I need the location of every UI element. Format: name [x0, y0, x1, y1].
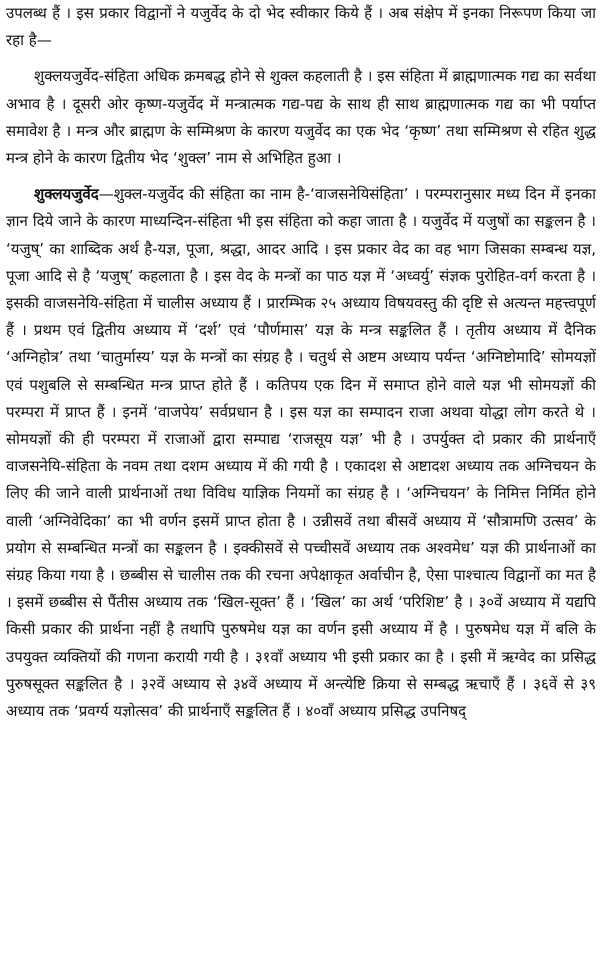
paragraph-2-text: शुक्लयजुर्वेद-संहिता अधिक क्रमबद्ध होने से शुक्ल कहलाती है । इस संहिता में ब्राह्मणात्मक गद्य का सर्वथा अभाव है । दूसरी ओर कृष्ण-यजुर्वेद में मन्त्रात्मक गद्य-पद्य के साथ ही साथ ब्राह्मणात्मक गद्य का भी पर्याप्त समावेश है । मन्त्र और ब्राह्मण के सम्मिश्रण के कारण यजुर्वेद का एक भेद ‘कृष्ण’ तथा सम्मिश्रण से रहित शुद्ध मन्त्र होने के कारण द्वितीय भेद ‘शुक्ल’ नाम से अभिहित हुआ । — [6, 67, 596, 168]
paragraph-3 — [6, 181, 596, 725]
paragraph-1 — [6, 0, 596, 54]
paragraph-2 — [6, 63, 596, 172]
paragraph-1-text: उपलब्ध हैं । इस प्रकार विद्वानों ने यजुर्वेद के दो भेद स्वीकार किये हैं । अब संक्षेप में इनका निरूपण किया जा रहा है— — [6, 4, 596, 50]
paragraph-3-text: —शुक्ल-यजुर्वेद की संहिता का नाम है-‘वाजसनेयिसंहिता’ । परम्परानुसार मध्य दिन में इनका ज्ञान दिये जाने के कारण माध्यन्दिन-संहिता भी इस संहिता को कहा जाता है । यजुर्वेद में यजुषों का सङ्कलन है । ‘यजुष्’ का शाब्दिक अर्थ है-यज्ञ, पूजा, श्रद्धा, आदर आदि । इस प्रकार वेद का वह भाग जिसका सम्बन्ध यज्ञ, पूजा आदि से है ‘यजुष्’ कहलाता है । इस वेद के मन्त्रों का पाठ यज्ञ में ‘अध्वर्यु’ संज्ञक पुरोहित-वर्ग करता है । इसकी वाजसनेयि-संहिता में चालीस अध्याय हैं । प्रारम्भिक २५ अध्याय विषयवस्तु की दृष्टि से अत्यन्त महत्त्वपूर्ण हैं । प्रथम एवं द्वितीय अध्याय में ‘दर्श’ एवं ‘पौर्णमास’ यज्ञ के मन्त्र सङ्कलित हैं । तृतीय अध्याय में दैनिक ‘अग्निहोत्र’ तथा ‘चातुर्मास्य’ यज्ञ के मन्त्रों का संग्रह है । चतुर्थ से अष्टम अध्याय पर्यन्त ‘अग्निष्टोमादि’ सोमयज्ञों एवं पशुबलि से सम्बन्धित मन्त्र प्राप्त होते हैं । कतिपय एक दिन में समाप्त होने वाले यज्ञ भी सोमयज्ञों की परम्परा में प्राप्त हैं । इनमें ‘वाजपेय’ सर्वप्रधान है । इस यज्ञ का सम्पादन राजा अथवा योद्धा लोग करते थे । सोमयज्ञों की ही परम्परा में राजाओं द्वारा सम्पाद्य ‘राजसूय यज्ञ’ भी है । उपर्युक्त दो प्रकार की प्रार्थनाएँ वाजसनेयि-संहिता के नवम तथा दशम अध्याय में की गयी है । एकादश से अष्टादश अध्याय तक अग्निचयन के लिए की जाने वाली प्रार्थनाओं तथा विविध याज्ञिक नियमों का संग्रह है । ‘अग्निचयन’ के निमित्त निर्मित होने वाली ‘अग्निवेदिका’ का भी वर्णन इसमें प्राप्त होता है । उन्नीसवें तथा बीसवें अध्याय में ‘सौत्रामणि उत्सव’ के प्रयोग से सम्बन्धित मन्त्रों का सङ्कलन है । इक्कीसवें से पच्चीसवें अध्याय तक अश्वमेध’ यज्ञ की प्रार्थनाओं का संग्रह किया गया है । छब्बीस से चालीस तक की रचना अपेक्षाकृत अर्वाचीन है, ऐसा पाश्चात्य विद्वानों का मत है । इसमें छब्बीस से पैंतीस अध्याय तक ‘खिल-सूक्त’ हैं । ‘खिल’ का अर्थ ‘परिशिष्ट’ है । ३०वें अध्याय में यद्यपि किसी प्रकार की प्रार्थना नहीं है तथापि पुरुषमेध यज्ञ का वर्णन इसी अध्याय में है । पुरुषमेध यज्ञ में बलि के उपयुक्त व्यक्तियों की गणना करायी गयी है । ३१वाँ अध्याय भी इसी प्रकार का है । इसी में ऋग्वेद का प्रसिद्ध पुरुषसूक्त सङ्कलित है । ३२वें अध्याय से ३४वें अध्याय में अन्त्येष्टि क्रिया से सम्बद्ध ऋचाएँ हैं । ३६वें से ३९ अध्याय तक ‘प्रवर्ग्य यज्ञोत्सव’ की प्रार्थनाएँ सङ्कलित हैं । ४०वाँ अध्याय प्रसिद्ध उपनिषद् — [6, 185, 596, 721]
document-page — [6, 0, 596, 964]
paragraph-3-heading: शुक्लयजुर्वेद — [34, 185, 99, 204]
